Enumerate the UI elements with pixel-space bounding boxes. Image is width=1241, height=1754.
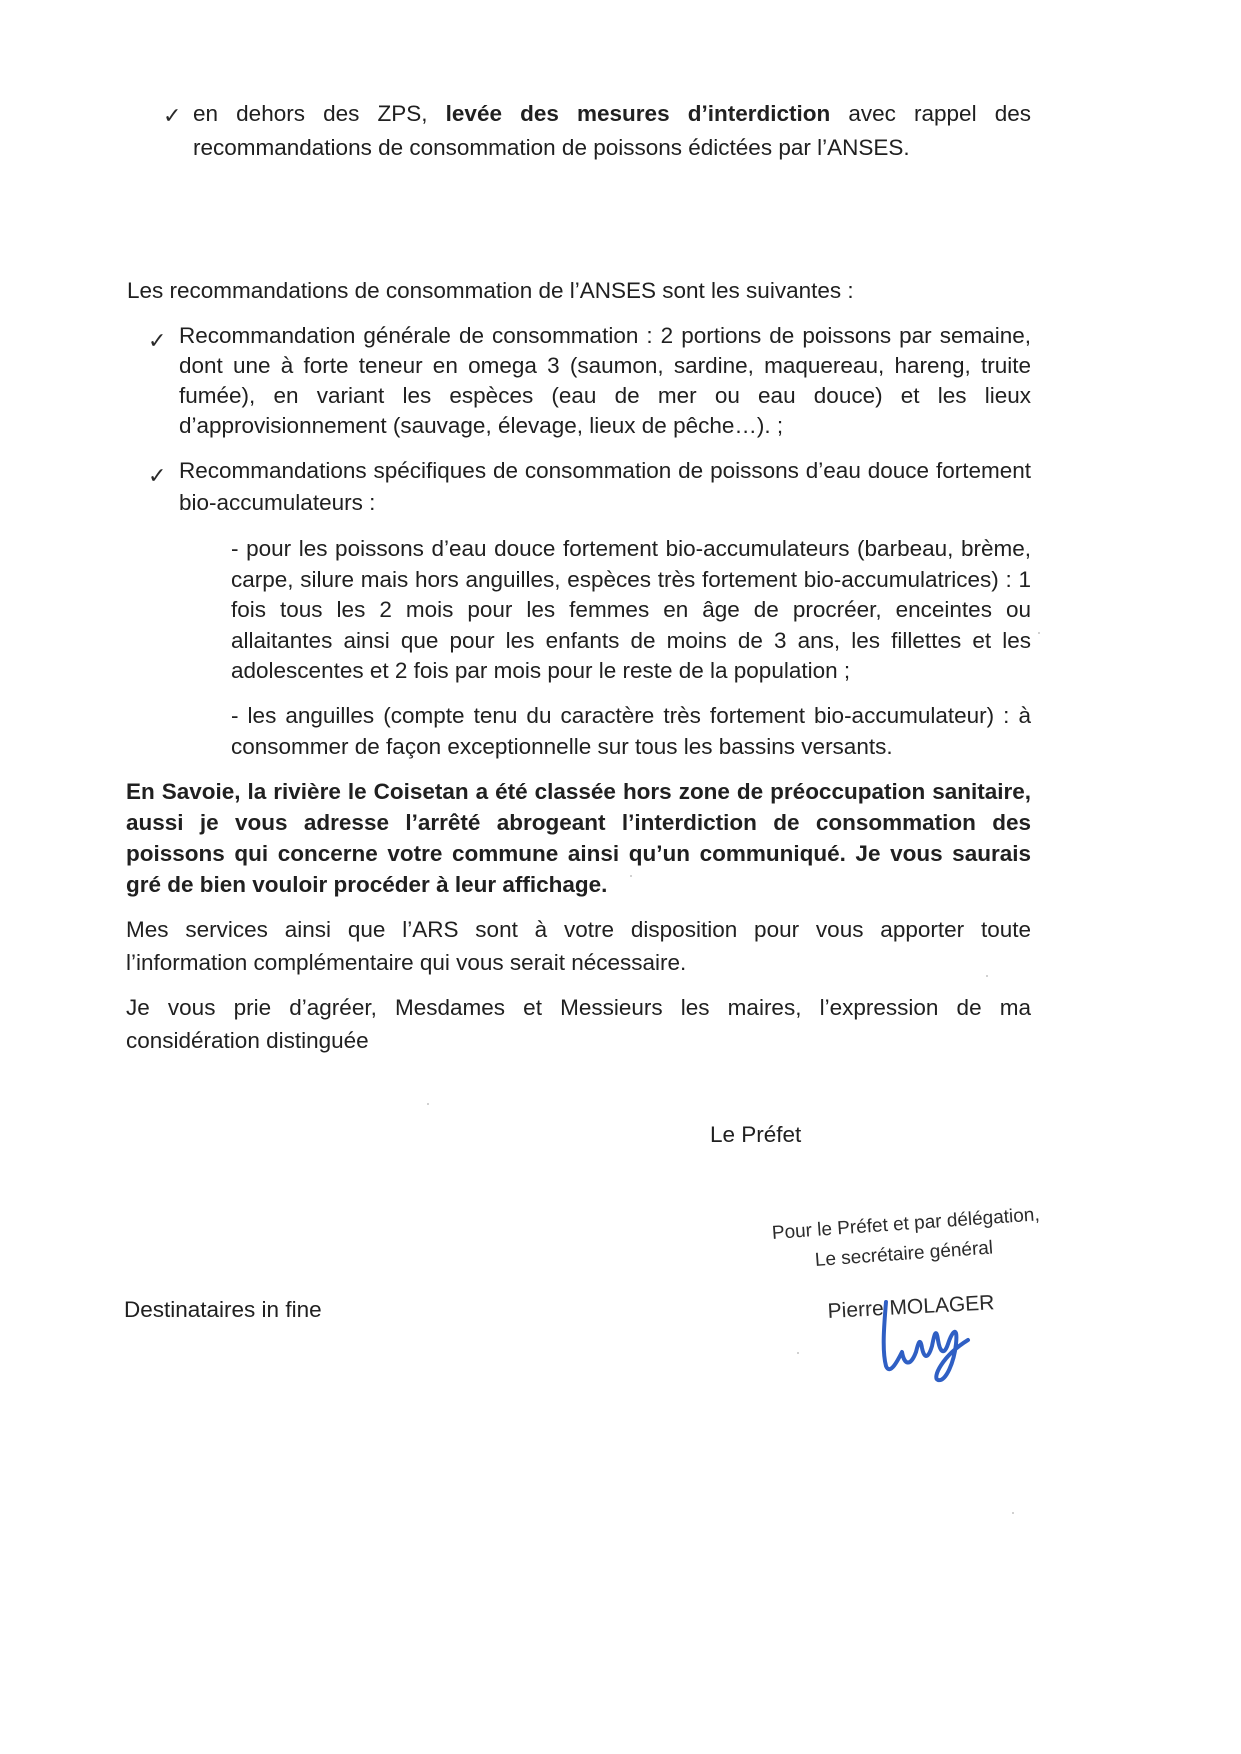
sub-item-eels: - les anguilles (compte tenu du caractère très fortement bio-accumulateur) : à consommer de façon exceptionnelle sur tous les bassins versants. <box>231 703 1031 759</box>
delegation-line-1: Pour le Préfet et par délégation, <box>771 1204 1041 1244</box>
services-paragraph: Mes services ainsi que l’ARS sont à votre disposition pour vous apporter toute l’information complémentaire qui vous serait nécessaire. <box>126 917 1031 975</box>
check-mark-icon: ✓ <box>148 464 167 489</box>
check-mark-icon: ✓ <box>163 104 182 129</box>
intro-bullet-part1: en dehors des ZPS, <box>193 101 446 126</box>
bullet-general-recommendation: Recommandation générale de consommation : 2 portions de poissons par semaine, dont une à forte teneur en omega 3 (saumon, sardine, maquereau, hareng, truite fumée), en variant les espèces (eau de mer ou eau douce) et les lieux d’approvisionnement (sauvage, élevage, lieux de pêche…). ; <box>179 323 1031 438</box>
bullet-specific-recommendation: Recommandations spécifiques de consommation de poissons d’eau douce fortement bio-accumulateurs : <box>179 458 1031 515</box>
anses-intro: Les recommandations de consommation de l’ANSES sont les suivantes : <box>127 278 854 303</box>
prefect-title: Le Préfet <box>710 1122 802 1147</box>
intro-bullet-bold: levée des mesures d’interdiction <box>445 101 831 126</box>
intro-bullet-part2: avec rappel des recommandations de consommation de poissons édictées par l’ANSES. <box>193 101 1031 160</box>
closing-paragraph: Je vous prie d’agréer, Mesdames et Messieurs les maires, l’expression de ma considération distinguée <box>126 995 1031 1053</box>
delegation-line-2: Le secrétaire général <box>814 1237 994 1271</box>
recipients-note: Destinataires in fine <box>124 1297 322 1322</box>
intro-bullet-text <box>193 97 1031 165</box>
signatory-name: Pierre MOLAGER <box>827 1291 995 1323</box>
savoie-paragraph: En Savoie, la rivière le Coisetan a été classée hors zone de préoccupation sanitaire, aussi je vous adresse l’arrêté abrogeant l’interdiction de consommation des poissons qui concerne votre commune ainsi qu’un communiqué. Je vous saurais gré de bien vouloir procéder à leur affichage. <box>126 779 1031 897</box>
check-mark-icon: ✓ <box>148 329 167 354</box>
sub-item-bio-accumulators: - pour les poissons d’eau douce fortement bio-accumulateurs (barbeau, brème, carpe, silure mais hors anguilles, espèces très fortement bio-accumulatrices) : 1 fois tous les 2 mois pour les femmes en âge de procréer, enceintes ou allaitantes ainsi que pour les enfants de moins de 3 ans, les fillettes et les adolescentes et 2 fois par mois pour le reste de la population ; <box>231 536 1031 683</box>
